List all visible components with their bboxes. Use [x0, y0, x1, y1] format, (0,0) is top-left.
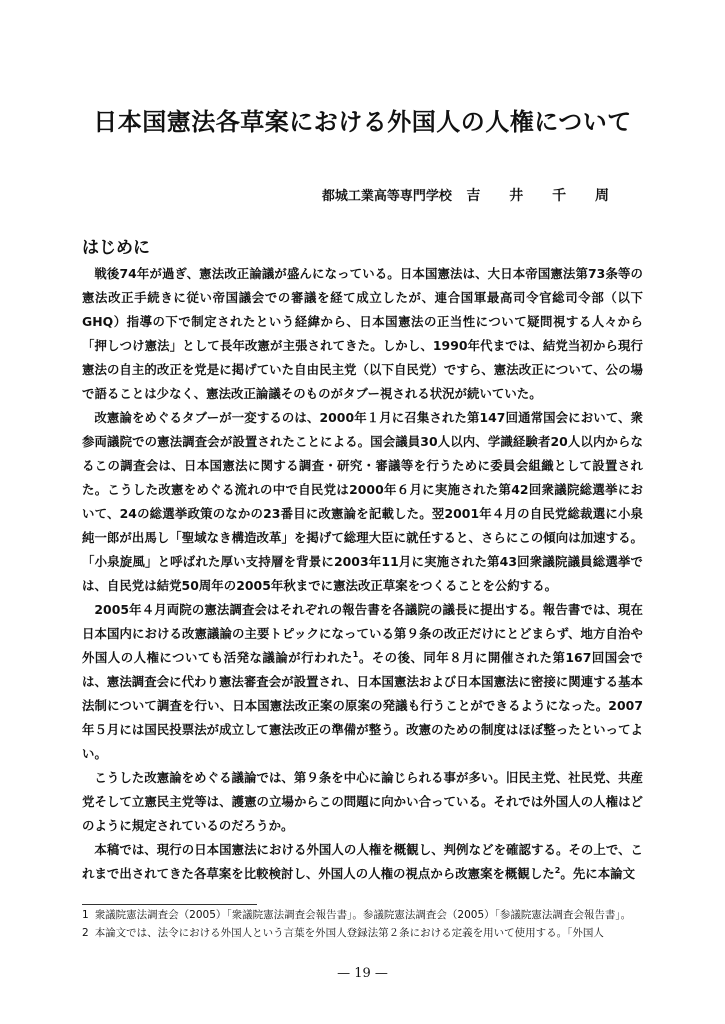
body-text	[82, 262, 643, 886]
paragraph-5-text: 本稿では、現行の日本国憲法における外国人の人権を概観し、判例などを確認する。その上で、これまで出されてきた各草案を比較検討し、外国人の人権の視点から改憲案を概観した	[82, 842, 643, 881]
footnote-2	[82, 924, 643, 942]
footnote-ref-2[interactable]: 2	[554, 865, 561, 875]
footnote-2-text: 本論文では、法令における外国人という言葉を外国人登録法第２条における定義を用いて使用する。「外国人	[94, 927, 604, 939]
footnote-divider	[82, 904, 257, 905]
footnote-2-number: 2	[82, 927, 89, 939]
author-name: 吉 井 千 周	[466, 188, 621, 204]
page-number: — 19 —	[337, 966, 388, 981]
footnotes	[82, 906, 643, 942]
paragraph-1-text: 戦後74年が過ぎ、憲法改正論議が盛んになっている。日本国憲法は、大日本帝国憲法第73条等の憲法改正手続きに従い帝国議会での審議を経て成立したが、連合国軍最高司令官総司令部（以下GHQ）指導の下で制定されたという経緯から、日本国憲法の正当性について疑問視する人々から「押しつけ憲法」として長年改憲が主張されてきた。しかし、1990年代までは、結党当初から現行憲法の自主的改正を党是に掲げていた自由民主党（以下自民党）ですら、憲法改正について、公の場で語ることは少なく、憲法改正論議そのものがタブー視される状況が続いていた。	[82, 266, 643, 401]
footnote-1	[82, 906, 643, 924]
paragraph-5-text-cont: 。先に本論文	[560, 866, 636, 881]
paragraph-3-text: 2005年４月両院の憲法調査会はそれぞれの報告書を各議院の議長に提出する。報告書では、現在日本国内における改憲議論の主要トピックになっている第９条の改正だけにとどまらず、地方自治や外国人の人権についても活発な議論が行われた	[82, 602, 643, 665]
paragraph-5	[82, 838, 643, 886]
paragraph-3-text-cont: 。その後、同年８月に開催された第167回国会では、憲法調査会に代わり憲法審査会が設置され、日本国憲法および日本国憲法に密接に関連する基本法制について調査を行い、日本国憲法改正案の原案の発議も行うことができるようになった。2007年５月には国民投票法が成立して憲法改正の準備が整う。改憲のための制度はほぼ整ったといってよい。	[82, 650, 643, 761]
footnote-1-text: 衆議院憲法調査会（2005）「衆議院憲法調査会報告書」。参議院憲法調査会（2005）「参議院憲法調査会報告書」。	[94, 909, 632, 921]
footnote-ref-1[interactable]: 1	[352, 649, 359, 659]
paragraph-4-text: こうした改憲論をめぐる議論では、第９条を中心に論じられる事が多い。旧民主党、社民党、共産党そして立憲民主党等は、護憲の立場からこの問題に向かい合っている。それでは外国人の人権はどのように規定されているのだろうか。	[82, 770, 643, 833]
paper-title: 日本国憲法各草案における外国人の人権について	[93, 107, 632, 136]
paragraph-2-text: 改憲論をめぐるタブーが一変するのは、2000年１月に召集された第147回通常国会において、衆参両議院での憲法調査会が設置されたことによる。国会議員30人以内、学識経験者20人以内からなるこの調査会は、日本国憲法に関する調査・研究・審議等を行うために委員会組織として設置された。こうした改憲をめぐる流れの中で自民党は2000年６月に実施された第42回衆議院総選挙において、24の総選挙政策のなかの23番目に改憲論を記載した。翌2001年４月の自民党総裁選に小泉純一郎が出馬し「聖域なき構造改革」を掲げて総理大臣に就任すると、さらにこの傾向は加速する。「小泉旋風」と呼ばれた厚い支持層を背景に2003年11月に実施された第43回衆議院議員総選挙では、自民党は結党50周年の2005年秋までに憲法改正草案をつくることを公約する。	[82, 410, 643, 593]
author-line	[322, 185, 621, 205]
paragraph-4	[82, 766, 643, 838]
paragraph-3	[82, 598, 643, 766]
footnote-1-number: 1	[82, 909, 89, 921]
paragraph-2	[82, 406, 643, 598]
paragraph-1	[82, 262, 643, 406]
author-affiliation: 都城工業高等専門学校	[321, 189, 452, 204]
section-heading: はじめに	[82, 238, 150, 258]
